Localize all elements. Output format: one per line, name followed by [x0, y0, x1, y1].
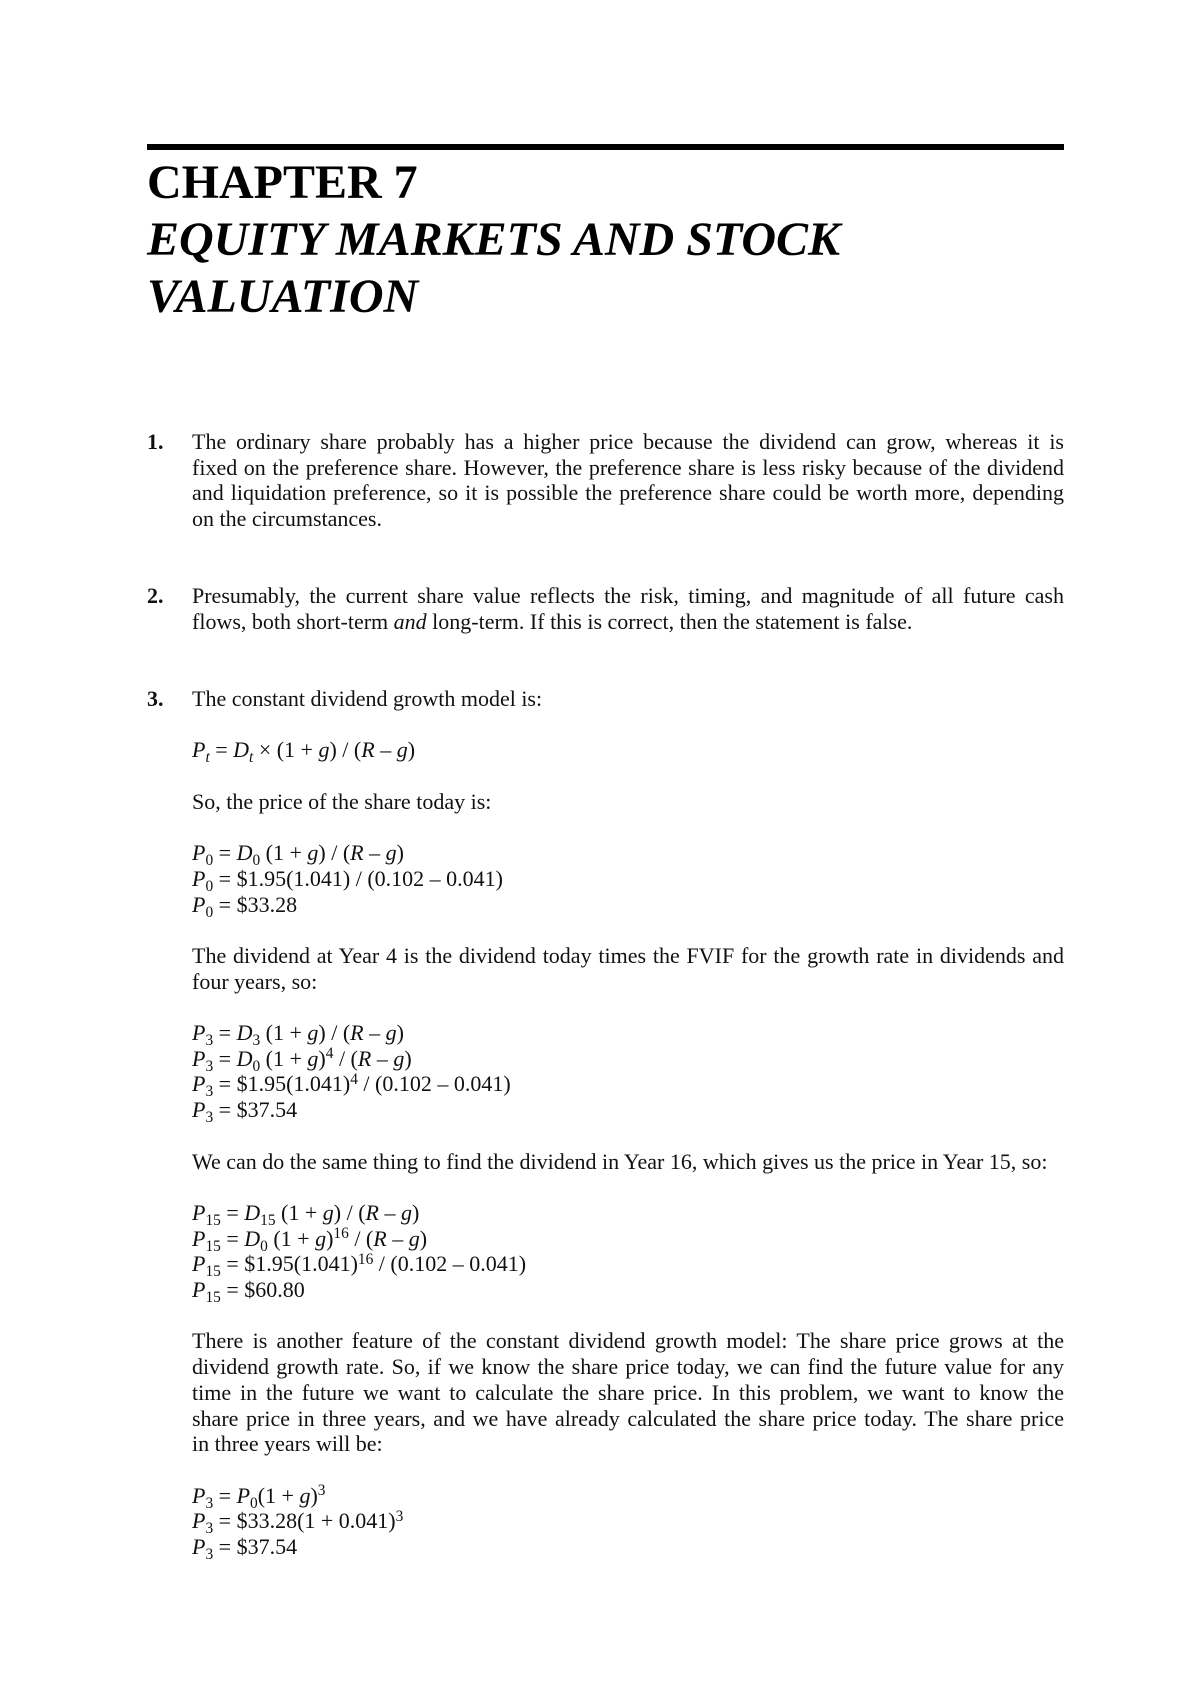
- answer-body: [192, 686, 1064, 1563]
- text-run: long-term. If this is correct, then the statement is false.: [426, 608, 913, 634]
- text-run: ): [407, 737, 416, 763]
- italic-text: g: [307, 840, 319, 866]
- text-run: ): [310, 1482, 318, 1508]
- text-line: [192, 1354, 1064, 1380]
- formula-line: [192, 1250, 1064, 1281]
- text-line: [192, 686, 1064, 712]
- superscript: 4: [350, 1070, 358, 1088]
- italic-text: R: [373, 1225, 387, 1251]
- text-run: = $37.54: [213, 1534, 298, 1560]
- subscript: 0: [252, 1057, 261, 1075]
- subscript: 15: [260, 1211, 276, 1229]
- formula-line: [192, 1020, 1064, 1049]
- text-run: So, the price of the share today is:: [192, 788, 492, 814]
- subscript: 3: [205, 1109, 214, 1127]
- italic-text: D: [233, 737, 250, 763]
- italic-text: R: [357, 1045, 372, 1071]
- text-run: ) / (: [329, 737, 362, 763]
- answer-item: [147, 686, 1064, 1563]
- italic-text: P: [192, 1071, 206, 1097]
- text-run: / (: [348, 1225, 374, 1251]
- text-line: [192, 1431, 1064, 1457]
- text-run: / (0.102 – 0.041): [373, 1251, 527, 1277]
- italic-text: g: [385, 1020, 397, 1046]
- formula-line: [192, 840, 1064, 870]
- text-run: / (: [333, 1045, 358, 1071]
- text-run: The constant dividend growth model is:: [192, 686, 543, 711]
- text-run: (1 +: [267, 1225, 316, 1251]
- italic-text: D: [236, 840, 253, 866]
- chapter-rule: [147, 144, 1064, 150]
- superscript: 16: [357, 1250, 374, 1268]
- paragraph: [192, 943, 1064, 994]
- text-run: = $33.28(1 + 0.041): [213, 1508, 396, 1534]
- subscript: 0: [205, 877, 214, 895]
- italic-text: g: [315, 1225, 327, 1251]
- text-run: = $60.80: [220, 1277, 305, 1303]
- italic-text: P: [236, 1482, 251, 1508]
- subscript: t: [249, 749, 254, 767]
- chapter-title-line: EQUITY MARKETS AND STOCK: [147, 213, 841, 266]
- text-line: [192, 943, 1064, 969]
- text-run: (1 +: [260, 1045, 308, 1071]
- formula-line: [192, 865, 1064, 895]
- text-line: [192, 1149, 1064, 1175]
- paragraph: [192, 1149, 1064, 1175]
- italic-text: P: [192, 891, 206, 917]
- italic-text: g: [307, 1045, 319, 1071]
- italic-text: and: [393, 608, 427, 634]
- text-run: –: [371, 1045, 394, 1071]
- text-run: = $1.95(1.041): [213, 1071, 351, 1097]
- text-run: four years, so:: [192, 968, 318, 994]
- text-line: [192, 609, 1064, 635]
- formula-block: [192, 1199, 1064, 1306]
- formula-line: [192, 737, 1064, 767]
- formula-block: [192, 1020, 1064, 1127]
- paragraph: [192, 686, 1064, 712]
- subscript: 3: [205, 1083, 214, 1101]
- subscript: 3: [205, 1494, 214, 1512]
- superscript: 3: [317, 1481, 326, 1499]
- subscript: t: [205, 749, 210, 767]
- subscript: 0: [250, 1494, 258, 1512]
- formula-line: [192, 1481, 1064, 1512]
- text-run: ): [396, 840, 404, 866]
- text-run: ): [404, 1045, 412, 1071]
- text-line: [192, 429, 1064, 455]
- text-run: flows, both short-term: [192, 608, 394, 634]
- italic-text: R: [361, 737, 375, 763]
- italic-text: g: [393, 1045, 405, 1071]
- italic-text: g: [401, 1199, 412, 1225]
- italic-text: D: [244, 1225, 261, 1251]
- text-run: ) / (: [318, 1020, 351, 1046]
- text-run: =: [213, 1045, 237, 1071]
- italic-text: D: [236, 1045, 253, 1071]
- text-run: time in the future we want to calculate the share price. In this problem, we want to know the: [192, 1379, 1064, 1405]
- italic-text: D: [244, 1199, 261, 1225]
- formula-line: [192, 1070, 1064, 1101]
- subscript: 3: [205, 1057, 214, 1075]
- italic-text: P: [192, 1508, 206, 1534]
- italic-text: P: [192, 865, 206, 891]
- text-run: ): [412, 1199, 420, 1225]
- italic-text: P: [192, 1534, 206, 1560]
- italic-text: g: [396, 737, 408, 763]
- paragraph: [192, 789, 1064, 815]
- italic-text: D: [236, 1020, 253, 1046]
- superscript: 4: [325, 1045, 334, 1063]
- paragraph: [192, 429, 1064, 532]
- text-run: share price in three years, and we have already calculated the share price today. The share price: [192, 1405, 1064, 1431]
- answer-item: [147, 583, 1064, 634]
- text-run: = $1.95(1.041) / (0.102 – 0.041): [213, 865, 503, 891]
- subscript: 15: [205, 1288, 221, 1306]
- italic-text: P: [192, 1097, 206, 1123]
- text-line: [192, 506, 1064, 532]
- answer-number: 2.: [147, 583, 164, 609]
- text-line: [192, 1406, 1064, 1432]
- italic-text: P: [192, 1020, 206, 1046]
- text-run: There is another feature of the constant dividend growth model: The share price grows at the: [192, 1328, 1064, 1354]
- text-run: in three years will be:: [192, 1431, 383, 1457]
- subscript: 0: [260, 1237, 268, 1255]
- italic-text: g: [299, 1482, 311, 1508]
- text-run: = $1.95(1.041): [220, 1251, 358, 1277]
- formula-line: [192, 1045, 1064, 1075]
- formula-line: [192, 1507, 1064, 1538]
- superscript: 3: [395, 1507, 404, 1525]
- text-run: –: [363, 840, 386, 866]
- text-run: ): [326, 1225, 334, 1251]
- text-run: The ordinary share probably has a higher price because the dividend can grow, whereas it is: [192, 429, 1064, 454]
- subscript: 0: [205, 852, 214, 870]
- italic-text: g: [307, 1020, 319, 1046]
- paragraph: [192, 583, 1064, 634]
- text-run: ) / (: [318, 840, 351, 866]
- italic-text: P: [192, 1251, 206, 1277]
- text-run: Presumably, the current share value reflects the risk, timing, and magnitude of all future cash: [192, 583, 1064, 609]
- text-run: We can do the same thing to find the dividend in Year 16, which gives us the price in Year 15, so:: [192, 1148, 1048, 1174]
- formula-line: [192, 1534, 1064, 1563]
- text-run: ): [318, 1045, 326, 1071]
- text-run: ): [419, 1225, 428, 1251]
- text-run: –: [379, 1199, 401, 1225]
- chapter-heading: [147, 154, 1064, 325]
- text-run: (1 +: [260, 840, 308, 866]
- italic-text: R: [365, 1199, 379, 1225]
- chapter-title-line: VALUATION: [147, 270, 419, 323]
- paragraph: [192, 1328, 1064, 1457]
- formula-line: [192, 1224, 1064, 1255]
- formula-block: [192, 1481, 1064, 1563]
- text-run: –: [386, 1225, 409, 1251]
- text-line: [192, 455, 1064, 481]
- text-line: [192, 969, 1064, 995]
- subscript: 0: [252, 852, 261, 870]
- superscript: 16: [333, 1224, 349, 1242]
- italic-text: P: [192, 1199, 206, 1225]
- subscript: 3: [205, 1545, 214, 1563]
- text-run: / (0.102 – 0.041): [357, 1071, 511, 1097]
- subscript: 3: [252, 1031, 261, 1049]
- answer-body: [192, 583, 1064, 634]
- subscript: 15: [205, 1211, 221, 1229]
- text-line: [192, 1380, 1064, 1406]
- answer-number: 3.: [147, 686, 164, 711]
- text-run: =: [220, 1199, 245, 1225]
- text-run: –: [374, 737, 397, 763]
- italic-text: P: [192, 1225, 206, 1251]
- text-run: and liquidation preference, so it is possible the preference share could be worth more, depending: [192, 480, 1064, 506]
- italic-text: P: [192, 1482, 206, 1508]
- chapter-number: CHAPTER 7: [147, 156, 418, 209]
- italic-text: g: [385, 840, 397, 866]
- text-run: –: [363, 1020, 386, 1046]
- text-run: ): [396, 1020, 404, 1046]
- text-run: fixed on the preference share. However, the preference share is less risky because of the dividend: [192, 454, 1064, 480]
- text-run: The dividend at Year 4 is the dividend today times the FVIF for the growth rate in dividends and: [192, 942, 1064, 968]
- formula-line: [192, 891, 1064, 921]
- text-line: [192, 1328, 1064, 1354]
- text-run: × (1 +: [253, 737, 319, 763]
- formula-line: [192, 1097, 1064, 1127]
- italic-text: g: [408, 1225, 420, 1251]
- italic-text: g: [322, 1199, 334, 1225]
- subscript: 15: [205, 1237, 221, 1255]
- formula-line: [192, 1199, 1064, 1229]
- answer-body: [192, 429, 1064, 532]
- text-run: =: [209, 737, 234, 763]
- subscript: 3: [205, 1520, 214, 1538]
- subscript: 0: [205, 903, 214, 921]
- text-run: = $37.54: [213, 1097, 298, 1123]
- text-run: = $33.28: [213, 891, 298, 917]
- italic-text: g: [318, 737, 330, 763]
- text-run: dividend growth rate. So, if we know the share price today, we can find the future value for any: [192, 1354, 1064, 1380]
- text-run: ) / (: [333, 1199, 366, 1225]
- formula-line: [192, 1277, 1064, 1306]
- text-run: =: [213, 1482, 237, 1508]
- text-run: =: [213, 1020, 237, 1046]
- answers-list: [147, 429, 1064, 1563]
- italic-text: P: [192, 737, 206, 763]
- formula-block: [192, 840, 1064, 921]
- italic-text: P: [192, 1277, 206, 1303]
- text-run: (1 +: [275, 1199, 323, 1225]
- subscript: 15: [205, 1263, 221, 1281]
- formula-block: [192, 737, 1064, 767]
- answer-number: 1.: [147, 429, 164, 454]
- text-run: =: [213, 840, 237, 866]
- text-run: =: [220, 1225, 245, 1251]
- italic-text: R: [350, 840, 364, 866]
- answer-item: [147, 429, 1064, 532]
- text-line: [192, 583, 1064, 609]
- text-line: [192, 480, 1064, 506]
- italic-text: R: [350, 1020, 364, 1046]
- text-line: [192, 789, 1064, 815]
- text-run: (1 +: [260, 1020, 308, 1046]
- italic-text: P: [192, 840, 206, 866]
- italic-text: P: [192, 1045, 206, 1071]
- subscript: 3: [205, 1031, 214, 1049]
- text-run: (1 +: [257, 1482, 300, 1508]
- text-run: on the circumstances.: [192, 506, 382, 532]
